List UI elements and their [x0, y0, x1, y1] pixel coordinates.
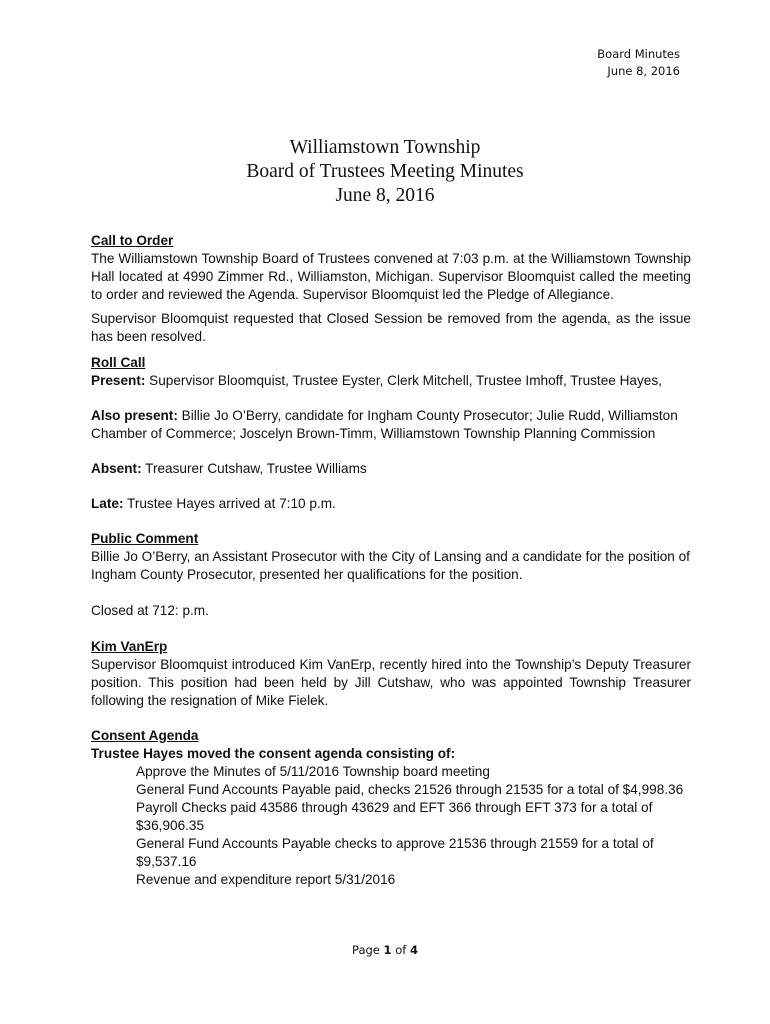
- late-label: Late:: [91, 496, 124, 511]
- consent-agenda-item: Revenue and expenditure report 5/31/2016: [136, 872, 396, 887]
- public-comment-closed: Closed at 712: p.m.: [91, 603, 209, 618]
- absent-text: Treasurer Cutshaw, Trustee Williams: [141, 461, 367, 476]
- closed-session-paragraph: Supervisor Bloomquist requested that Closed Session be removed from the agenda, as the issue has been resolved.: [91, 311, 691, 344]
- title-date: June 8, 2016: [335, 185, 435, 206]
- absent-line: [91, 460, 691, 478]
- footer-of-word: of: [391, 943, 410, 957]
- consent-agenda-item: General Fund Accounts Payable checks to approve 21536 through 21559 for a total of $9,537.16: [136, 836, 654, 869]
- title-township: Williamstown Township: [289, 137, 481, 158]
- public-comment-heading: Public Comment: [91, 531, 199, 546]
- consent-agenda-item: General Fund Accounts Payable paid, checks 21526 through 21535 for a total of $4,998.36: [136, 782, 684, 797]
- late-line: [91, 495, 691, 513]
- kim-vanerp-heading: Kim VanErp: [91, 639, 168, 654]
- absent-label: Absent:: [91, 461, 142, 476]
- document-body: [91, 232, 691, 889]
- footer-page-total: 4: [409, 943, 418, 957]
- late-text: Trustee Hayes arrived at 7:10 p.m.: [123, 496, 336, 511]
- footer-page-number: 1: [383, 943, 392, 957]
- call-to-order-heading: Call to Order: [91, 233, 174, 248]
- footer-page-word: Page: [352, 943, 384, 957]
- present-line: [91, 372, 691, 390]
- page-footer: [0, 943, 770, 957]
- document-title: [0, 136, 770, 208]
- page-header: [597, 46, 680, 80]
- call-to-order-paragraph: The Williamstown Township Board of Trustees convened at 7:03 p.m. at the Williamstown Township Hall located at 4990 Zimmer Rd., Williamston, Michigan. Supervisor Bloomquist called the meeting to order and reviewed the Agenda. Supervisor Bloomquist led the Pledge of Allegiance.: [91, 251, 691, 302]
- kim-vanerp-paragraph: Supervisor Bloomquist introduced Kim VanErp, recently hired into the Township’s Deputy Treasurer position. This position had been held by Jill Cutshaw, who was appointed Township Treasurer following the resignation of Mike Fielek.: [91, 657, 691, 708]
- present-text: Supervisor Bloomquist, Trustee Eyster, Clerk Mitchell, Trustee Imhoff, Trustee Hayes,: [145, 373, 662, 388]
- consent-agenda-heading: Consent Agenda: [91, 728, 199, 743]
- consent-agenda-item: Approve the Minutes of 5/11/2016 Township board meeting: [136, 764, 490, 779]
- consent-agenda-items: [91, 763, 691, 889]
- title-meeting: Board of Trustees Meeting Minutes: [246, 161, 524, 182]
- roll-call-heading: Roll Call: [91, 355, 146, 370]
- consent-agenda-motion: Trustee Hayes moved the consent agenda consisting of:: [91, 746, 456, 761]
- also-present-line: [91, 407, 691, 443]
- header-doc-label: Board Minutes: [597, 47, 680, 61]
- header-doc-date: June 8, 2016: [607, 64, 680, 78]
- also-present-text: Billie Jo O’Berry, candidate for Ingham County Prosecutor; Julie Rudd, Williamston Chamber of Commerce; Joscelyn Brown-Timm, Williamstown Township Planning Commission: [91, 408, 678, 441]
- consent-agenda-item: Payroll Checks paid 43586 through 43629 and EFT 366 through EFT 373 for a total of $36,906.35: [136, 800, 653, 833]
- also-present-label: Also present:: [91, 408, 178, 423]
- public-comment-paragraph: Billie Jo O’Berry, an Assistant Prosecutor with the City of Lansing and a candidate for the position of Ingham County Prosecutor, presented her qualifications for the position.: [91, 549, 690, 582]
- present-label: Present:: [91, 373, 146, 388]
